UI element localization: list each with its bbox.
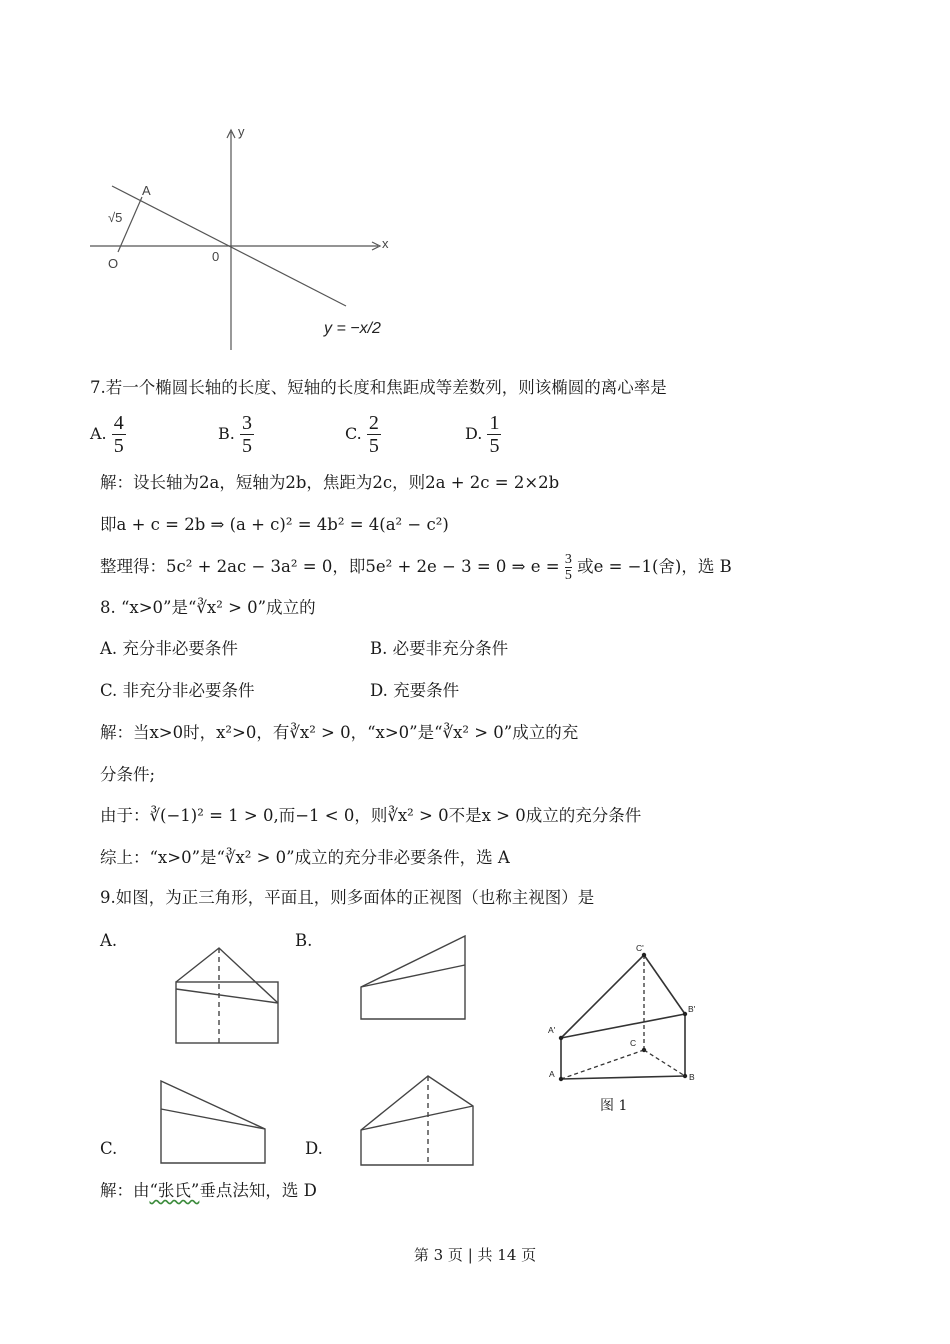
q7-option-a: A. $\frac{4}{5}$ (90, 412, 124, 457)
point-B-prime-label: B' (688, 1004, 696, 1014)
q9-option-d-label: D. (305, 1139, 323, 1158)
q9-option-d-view (355, 1068, 480, 1173)
axis-y-label: y (238, 124, 245, 139)
point-A-label: A (142, 183, 151, 198)
q8-option-d: D. 充要条件 (370, 681, 460, 700)
point-C-prime-label: C' (636, 943, 644, 953)
figure-1-caption: 图 1 (600, 1098, 628, 1114)
q8-solution-line-2: 分条件; (100, 765, 156, 784)
q6-coordinate-figure (80, 120, 400, 360)
q8-option-c: C. 非充分非必要条件 (100, 681, 255, 700)
q7-solution-line-1: 解：设长轴为2a，短轴为2b，焦距为2c，则2a + 2c = 2×2b (100, 473, 560, 492)
q9-option-b-view (355, 930, 475, 1025)
segment-length-label: √5 (108, 210, 123, 225)
page-footer: 第 3 页 | 共 14 页 (413, 1246, 537, 1264)
q9-solution: 解：由“张氏”垂点法知，选 D (100, 1181, 317, 1200)
q7-stem: 7.若一个椭圆长轴的长度、短轴的长度和焦距成等差数列，则该椭圆的离心率是 (90, 378, 667, 397)
q9-option-a-label: A. (100, 931, 118, 950)
axis-x-label: x (382, 236, 389, 251)
q9-figure-1 (540, 940, 710, 1085)
point-A-prime-label: A' (548, 1025, 556, 1035)
q8-option-b: B. 必要非充分条件 (370, 639, 509, 658)
q9-stem: 9.如图，为正三角形，平面且，则多面体的正视图（也称主视图）是 (100, 888, 595, 907)
q9-option-b-label: B. (295, 931, 313, 950)
q7-option-b: B. $\frac{3}{5}$ (218, 412, 252, 457)
point-A-label: A (549, 1069, 555, 1079)
q8-solution-line-4: 综上：“x>0”是“∛x² > 0”成立的充分非必要条件，选 A (100, 848, 510, 867)
q7-option-c: C. $\frac{2}{5}$ (345, 412, 379, 457)
q9-option-c-label: C. (100, 1139, 118, 1158)
q9-option-a-view (170, 940, 285, 1050)
point-O-label: O (108, 256, 119, 271)
q7-solution-line-2: 即a + c = 2b ⇒ (a + c)² = 4b² = 4(a² − c²) (100, 515, 449, 534)
point-B-label: B (689, 1072, 695, 1082)
q9-option-c-view (155, 1075, 275, 1170)
q8-option-a: A. 充分非必要条件 (100, 639, 238, 658)
q8-solution-line-3: 由于：∛(−1)² = 1 > 0,而−1 < 0，则∛x² > 0不是x > 0成立的充分条件 (100, 806, 642, 825)
line-equation-label: y = −x/2 (324, 320, 381, 337)
q8-solution-line-1: 解：当x>0时，x²>0，有∛x² > 0，“x>0”是“∛x² > 0”成立的充 (100, 723, 579, 742)
point-C-label: C (630, 1038, 637, 1048)
q8-stem: 8. “x>0”是“∛x² > 0”成立的 (100, 598, 316, 617)
q7-solution-line-3: 整理得：5c² + 2ac − 3a² = 0，即5e² + 2e − 3 = 0 ⇒ e = $\frac{3}{5}$ 或e = −1(舍)，选 B (100, 552, 732, 583)
origin-label: 0 (212, 249, 220, 264)
q7-option-d: D. $\frac{1}{5}$ (465, 412, 500, 457)
